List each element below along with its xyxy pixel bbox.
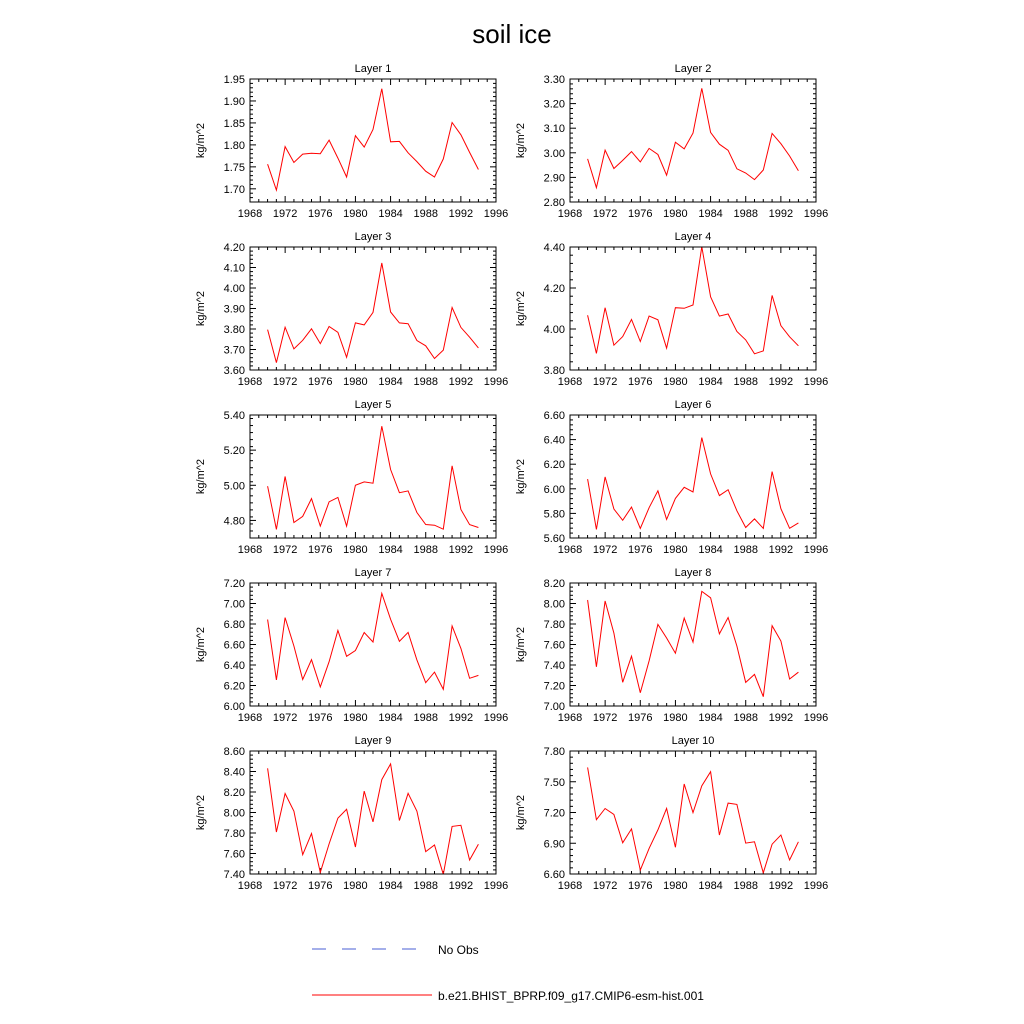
y-axis-label: kg/m^2 (515, 458, 527, 495)
panel-10 (515, 735, 828, 892)
x-tick-label: 1996 (483, 880, 509, 892)
x-tick-label: 1968 (237, 376, 263, 388)
y-tick-label: 3.90 (223, 303, 245, 316)
y-tick-label: 6.00 (223, 701, 245, 713)
x-tick-label: 1992 (448, 544, 474, 556)
plot-frame (570, 79, 816, 202)
x-tick-label: 1976 (628, 712, 653, 724)
plot-frame (570, 247, 816, 370)
x-tick-label: 1980 (343, 376, 368, 388)
y-tick-label: 1.75 (223, 161, 245, 174)
x-tick-label: 1992 (448, 376, 474, 388)
figure-title: soil ice (472, 19, 552, 49)
panel-5 (195, 399, 508, 556)
series-line (268, 593, 479, 689)
plot-frame (250, 247, 496, 370)
x-tick-label: 1976 (308, 544, 333, 556)
panel-1 (195, 63, 508, 220)
x-tick-label: 1996 (803, 880, 829, 892)
y-tick-label: 7.60 (543, 639, 565, 652)
y-tick-label: 6.80 (223, 619, 245, 631)
y-tick-label: 4.00 (223, 283, 245, 295)
y-tick-label: 8.20 (543, 578, 565, 590)
plot-frame (250, 79, 496, 202)
y-tick-label: 6.90 (543, 838, 565, 851)
y-tick-label: 4.80 (223, 515, 245, 528)
x-tick-label: 1968 (237, 208, 263, 220)
x-tick-label: 1972 (272, 544, 298, 556)
panel-title: Layer 2 (674, 63, 712, 75)
x-tick-label: 1984 (698, 880, 723, 892)
x-tick-label: 1980 (343, 880, 368, 892)
panel-9 (195, 735, 508, 892)
x-tick-label: 1980 (663, 376, 688, 388)
series-line (588, 767, 799, 872)
x-tick-label: 1976 (308, 880, 333, 892)
x-tick-label: 1984 (698, 712, 723, 724)
y-tick-label: 7.00 (543, 701, 565, 713)
y-tick-label: 6.60 (223, 639, 245, 652)
y-tick-label: 3.80 (543, 365, 565, 377)
y-tick-label: 1.80 (223, 139, 245, 152)
y-tick-label: 3.70 (223, 344, 245, 357)
x-tick-label: 1984 (378, 880, 403, 892)
x-tick-label: 1996 (803, 208, 829, 220)
y-tick-label: 2.80 (543, 197, 565, 209)
y-tick-label: 3.80 (223, 324, 245, 336)
x-tick-label: 1968 (237, 880, 263, 892)
x-tick-label: 1968 (237, 712, 263, 724)
panel-title: Layer 7 (354, 567, 392, 579)
panel-title: Layer 6 (674, 399, 712, 411)
x-tick-label: 1992 (768, 544, 794, 556)
panel-title: Layer 8 (674, 567, 712, 579)
x-tick-label: 1976 (308, 208, 333, 220)
x-tick-label: 1980 (663, 880, 688, 892)
y-tick-label: 1.85 (223, 117, 245, 130)
panel-4 (515, 231, 828, 388)
y-tick-label: 6.20 (223, 680, 245, 693)
y-tick-label: 3.20 (543, 98, 565, 111)
x-tick-label: 1968 (237, 544, 263, 556)
x-tick-label: 1980 (343, 208, 368, 220)
x-tick-label: 1984 (378, 544, 403, 556)
y-tick-label: 8.60 (223, 746, 245, 758)
x-tick-label: 1972 (592, 544, 618, 556)
legend (312, 943, 704, 1003)
series-line (268, 263, 479, 363)
x-tick-label: 1968 (557, 376, 583, 388)
plot-frame (570, 583, 816, 706)
x-tick-label: 1972 (272, 376, 298, 388)
x-tick-label: 1972 (272, 712, 298, 724)
x-tick-label: 1968 (557, 544, 583, 556)
y-tick-label: 2.90 (543, 172, 565, 185)
panel-title: Layer 4 (674, 231, 712, 243)
x-tick-label: 1972 (592, 880, 618, 892)
x-tick-label: 1988 (413, 712, 438, 724)
y-tick-label: 5.20 (223, 445, 245, 458)
x-tick-label: 1984 (378, 712, 403, 724)
y-tick-label: 7.80 (543, 619, 565, 631)
y-tick-label: 6.60 (543, 410, 565, 422)
x-tick-label: 1984 (698, 208, 723, 220)
x-tick-label: 1984 (698, 376, 723, 388)
x-tick-label: 1996 (803, 712, 829, 724)
panel-title: Layer 1 (354, 63, 392, 75)
legend-label-no-obs: No Obs (438, 943, 479, 957)
y-axis-label: kg/m^2 (515, 794, 527, 831)
x-tick-label: 1976 (628, 880, 653, 892)
y-tick-label: 7.80 (223, 828, 245, 840)
y-tick-label: 8.20 (223, 787, 245, 799)
series-line (268, 89, 479, 190)
x-tick-label: 1988 (733, 544, 758, 556)
x-tick-label: 1968 (557, 208, 583, 220)
x-tick-label: 1988 (413, 376, 438, 388)
series-line (268, 764, 479, 875)
panel-title: Layer 10 (671, 735, 715, 747)
y-tick-label: 1.90 (223, 95, 245, 108)
x-tick-label: 1980 (663, 712, 688, 724)
y-tick-label: 6.40 (223, 660, 245, 672)
y-axis-label: kg/m^2 (195, 290, 207, 327)
y-tick-label: 3.10 (543, 123, 565, 136)
x-tick-label: 1988 (733, 376, 758, 388)
x-tick-label: 1984 (698, 544, 723, 556)
series-line (588, 88, 799, 187)
x-tick-label: 1972 (592, 376, 618, 388)
y-tick-label: 7.60 (223, 848, 245, 861)
plot-frame (250, 751, 496, 874)
x-tick-label: 1996 (483, 712, 509, 724)
x-tick-label: 1992 (448, 880, 474, 892)
series-line (268, 426, 479, 529)
y-tick-label: 6.60 (543, 869, 565, 881)
x-tick-label: 1992 (768, 880, 794, 892)
y-tick-label: 7.40 (543, 660, 565, 672)
plot-frame (570, 415, 816, 538)
y-tick-label: 5.40 (223, 410, 245, 422)
y-axis-label: kg/m^2 (515, 122, 527, 159)
y-tick-label: 3.00 (543, 147, 565, 160)
x-tick-label: 1988 (413, 544, 438, 556)
y-tick-label: 6.40 (543, 434, 565, 447)
legend-label-model-run: b.e21.BHIST_BPRP.f09_g17.CMIP6-esm-hist.001 (438, 989, 704, 1003)
panel-title: Layer 9 (354, 735, 392, 747)
x-tick-label: 1968 (557, 880, 583, 892)
y-tick-label: 4.20 (543, 283, 565, 295)
y-tick-label: 7.20 (543, 807, 565, 820)
y-tick-label: 4.40 (543, 242, 565, 254)
y-axis-label: kg/m^2 (515, 626, 527, 663)
x-tick-label: 1984 (378, 208, 403, 220)
x-tick-label: 1988 (733, 712, 758, 724)
x-tick-label: 1992 (768, 712, 794, 724)
y-tick-label: 8.00 (223, 807, 245, 820)
x-tick-label: 1988 (733, 880, 758, 892)
x-tick-label: 1996 (803, 376, 829, 388)
y-axis-label: kg/m^2 (195, 626, 207, 663)
y-tick-label: 3.60 (223, 365, 245, 377)
y-tick-label: 6.20 (543, 459, 565, 472)
series-line (588, 591, 799, 696)
y-tick-label: 4.20 (223, 242, 245, 254)
y-tick-label: 7.80 (543, 746, 565, 758)
x-tick-label: 1968 (557, 712, 583, 724)
y-axis-label: kg/m^2 (515, 290, 527, 327)
x-tick-label: 1992 (448, 208, 474, 220)
y-tick-label: 8.40 (223, 766, 245, 779)
series-line (588, 438, 799, 530)
x-tick-label: 1976 (308, 376, 333, 388)
x-tick-label: 1972 (272, 880, 298, 892)
y-tick-label: 7.20 (223, 578, 245, 590)
panel-3 (195, 231, 508, 388)
panel-6 (515, 399, 828, 556)
y-axis-label: kg/m^2 (195, 122, 207, 159)
x-tick-label: 1988 (413, 208, 438, 220)
series-line (588, 247, 799, 354)
y-tick-label: 1.70 (223, 183, 245, 196)
y-tick-label: 6.00 (543, 483, 565, 496)
x-tick-label: 1996 (483, 544, 509, 556)
y-axis-label: kg/m^2 (195, 794, 207, 831)
x-tick-label: 1984 (378, 376, 403, 388)
x-tick-label: 1976 (628, 544, 653, 556)
x-tick-label: 1972 (272, 208, 298, 220)
x-tick-label: 1988 (733, 208, 758, 220)
y-tick-label: 7.40 (223, 869, 245, 881)
y-tick-label: 5.60 (543, 533, 565, 545)
y-tick-label: 4.10 (223, 262, 245, 275)
panel-title: Layer 3 (354, 231, 392, 243)
y-tick-label: 7.50 (543, 776, 565, 789)
x-tick-label: 1976 (628, 208, 653, 220)
x-tick-label: 1976 (628, 376, 653, 388)
x-tick-label: 1988 (413, 880, 438, 892)
x-tick-label: 1972 (592, 712, 618, 724)
y-tick-label: 4.00 (543, 324, 565, 336)
y-tick-label: 7.00 (223, 598, 245, 611)
panel-grid (195, 63, 828, 892)
y-tick-label: 8.00 (543, 598, 565, 611)
panel-title: Layer 5 (354, 399, 392, 411)
x-tick-label: 1996 (483, 376, 509, 388)
y-tick-label: 5.80 (543, 508, 565, 521)
x-tick-label: 1980 (343, 712, 368, 724)
x-tick-label: 1992 (448, 712, 474, 724)
y-tick-label: 7.20 (543, 680, 565, 693)
x-tick-label: 1996 (483, 208, 509, 220)
panel-8 (515, 567, 828, 724)
y-tick-label: 1.95 (223, 74, 245, 86)
plot-frame (250, 415, 496, 538)
y-tick-label: 3.30 (543, 74, 565, 86)
x-tick-label: 1980 (663, 544, 688, 556)
panel-7 (195, 567, 508, 724)
x-tick-label: 1980 (663, 208, 688, 220)
x-tick-label: 1972 (592, 208, 618, 220)
x-tick-label: 1996 (803, 544, 829, 556)
y-tick-label: 5.00 (223, 480, 245, 493)
x-tick-label: 1992 (768, 376, 794, 388)
x-tick-label: 1976 (308, 712, 333, 724)
panel-2 (515, 63, 828, 220)
y-axis-label: kg/m^2 (195, 458, 207, 495)
x-tick-label: 1980 (343, 544, 368, 556)
x-tick-label: 1992 (768, 208, 794, 220)
